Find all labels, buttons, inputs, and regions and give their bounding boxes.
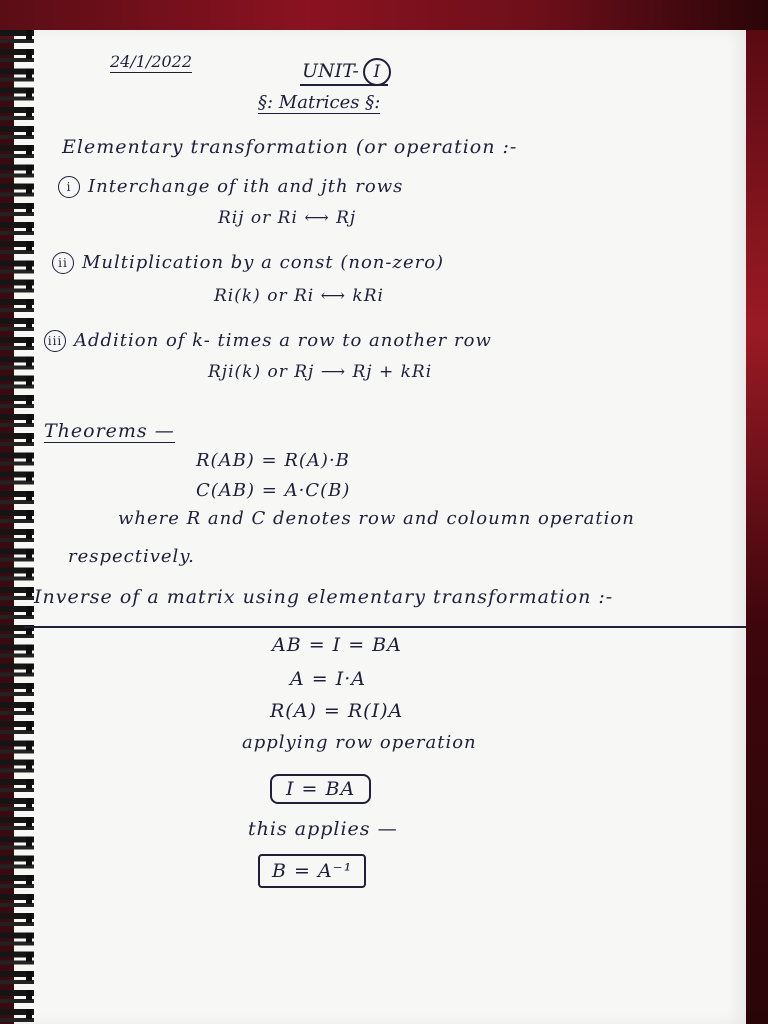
inverse-heading: Inverse of a matrix using elementary transformation :- bbox=[34, 586, 614, 608]
topic-title bbox=[258, 92, 380, 113]
item-formula: Rij or Ri ⟷ Rj bbox=[218, 208, 357, 228]
theorems-heading bbox=[44, 420, 175, 442]
item-text: Interchange of ith and jth rows bbox=[88, 176, 404, 197]
boxed-result-2: B = A⁻¹ bbox=[258, 854, 366, 888]
topic-text: §: Matrices §: bbox=[258, 92, 381, 113]
item-multiplication bbox=[52, 252, 444, 274]
spiral-binding bbox=[0, 30, 34, 1024]
item-formula: Rji(k) or Rj ⟶ Rj + kRi bbox=[208, 362, 433, 382]
unit-underline bbox=[300, 84, 388, 86]
inverse-underline bbox=[24, 626, 746, 628]
theorem-note: where R and C denotes row and coloumn operation bbox=[118, 508, 635, 529]
item-addition bbox=[44, 330, 492, 352]
item-interchange bbox=[58, 176, 403, 198]
theorem-note-continued: respectively. bbox=[68, 546, 195, 567]
theorem-column-equation: C(AB) = A·C(B) bbox=[196, 480, 351, 501]
unit-label: UNIT- bbox=[302, 60, 359, 82]
item-formula: Ri(k) or Ri ⟷ kRi bbox=[214, 286, 384, 306]
item-marker: ii bbox=[52, 252, 74, 274]
boxed-result-1: I = BA bbox=[270, 774, 371, 804]
item-text: Multiplication by a const (non-zero) bbox=[82, 252, 445, 273]
date-text: 24/1/2022 bbox=[110, 52, 193, 71]
elementary-heading: Elementary transformation (or operation :- bbox=[62, 136, 518, 158]
inverse-step-2: A = I·A bbox=[290, 668, 366, 690]
inverse-step-5: this applies — bbox=[248, 818, 398, 840]
item-marker: i bbox=[58, 176, 80, 198]
inverse-step-3: R(A) = R(I)A bbox=[270, 700, 404, 722]
item-text: Addition of k- times a row to another row bbox=[74, 330, 492, 351]
inverse-step-1: AB = I = BA bbox=[272, 634, 402, 656]
theorems-heading-text: Theorems — bbox=[44, 420, 175, 442]
unit-number: I bbox=[363, 58, 391, 86]
unit-title bbox=[302, 58, 391, 86]
theorem-row-equation: R(AB) = R(A)·B bbox=[196, 450, 350, 471]
inverse-step-4: applying row operation bbox=[242, 732, 477, 753]
item-marker: iii bbox=[44, 330, 66, 352]
